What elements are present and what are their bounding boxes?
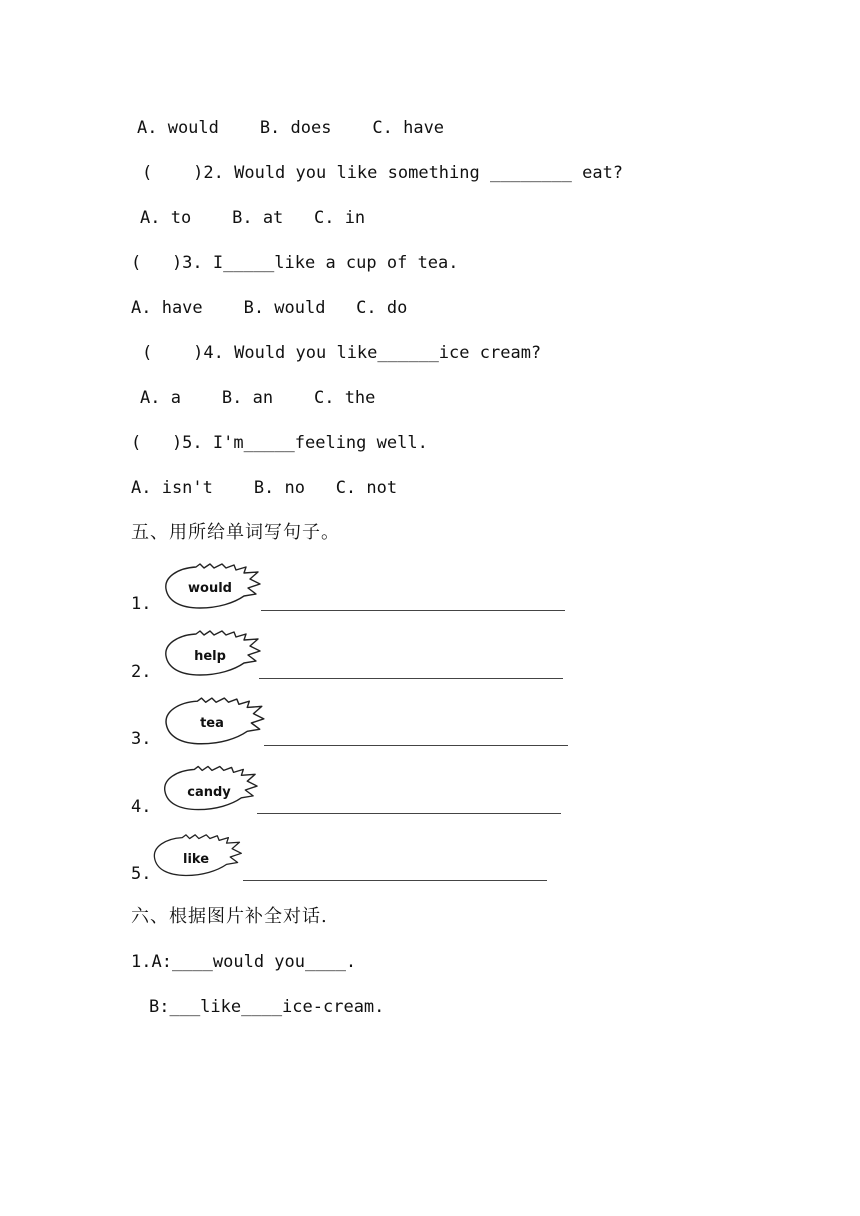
item-number: 3. [131,729,152,749]
item-number: 4. [131,797,152,817]
answer-line[interactable] [259,678,563,679]
leaf-word: candy [187,785,231,800]
q5-options: A. isn't B. no C. not [131,478,398,498]
question-3: ( )3. I_____like a cup of tea. [131,253,459,273]
question-2: ( )2. Would you like something ________ eat? [142,163,624,183]
q3-options: A. have B. would C. do [131,298,408,318]
leaf-word: would [188,581,232,596]
leaf-word: tea [200,716,224,731]
leaf-icon [160,697,270,749]
leaf-icon [149,833,259,885]
question-4: ( )4. Would you like______ice cream? [142,343,542,363]
dialogue-line-b: B:___like____ice-cream. [149,997,385,1017]
question-5: ( )5. I'm_____feeling well. [131,433,428,453]
leaf-icon [159,765,269,817]
answer-line[interactable] [264,745,568,746]
q2-options: A. to B. at C. in [140,208,366,228]
leaf-icon [160,563,270,615]
leaf-icon [160,630,270,682]
answer-line[interactable] [257,813,561,814]
leaf-word: like [182,852,210,867]
answer-line[interactable] [261,610,565,611]
dialogue-line-a: 1.A:____would you____. [131,952,357,972]
q1-options: A. would B. does C. have [137,118,445,138]
answer-line[interactable] [243,880,547,881]
item-number: 2. [131,662,152,682]
leaf-word: help [194,649,226,664]
section6-heading: 六、根据图片补全对话. [131,906,328,927]
section5-heading: 五、用所给单词写句子。 [131,522,340,543]
item-number: 5. [131,864,152,884]
q4-options: A. a B. an C. the [140,388,376,408]
item-number: 1. [131,594,152,614]
